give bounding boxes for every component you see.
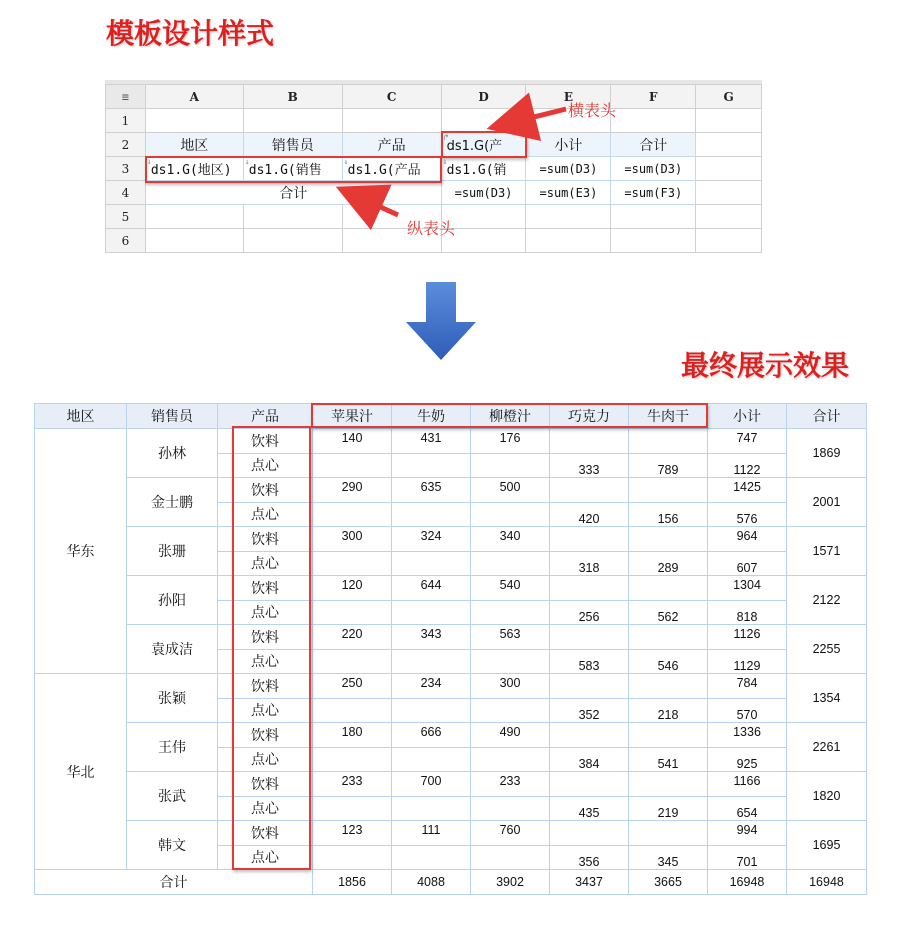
expand-down-icon: ↓ <box>146 157 152 166</box>
value-milk: 635 <box>392 478 471 503</box>
table-row <box>35 821 867 846</box>
value-beef-jerky: 541 <box>629 747 708 772</box>
value-beef-jerky <box>629 674 708 699</box>
value-beef-jerky: 345 <box>629 845 708 870</box>
cell-d4[interactable]: =sum(D3) <box>441 181 526 205</box>
value-milk: 666 <box>392 723 471 748</box>
value-orange-juice <box>471 600 550 625</box>
value-orange-juice <box>471 747 550 772</box>
value-chocolate <box>550 576 629 601</box>
table-row <box>35 576 867 601</box>
footer-apple-juice: 1856 <box>313 870 392 895</box>
table-row <box>35 429 867 454</box>
value-apple-juice <box>313 453 392 478</box>
product-cell: 点心 <box>218 453 313 478</box>
subtotal-cell: 747 <box>708 429 787 454</box>
value-orange-juice <box>471 796 550 821</box>
header-region: 地区 <box>35 404 127 429</box>
value-beef-jerky: 562 <box>629 600 708 625</box>
value-orange-juice: 176 <box>471 429 550 454</box>
value-beef-jerky <box>629 723 708 748</box>
subtotal-cell: 818 <box>708 600 787 625</box>
cell-c2[interactable]: 产品 <box>342 133 441 157</box>
value-orange-juice: 300 <box>471 674 550 699</box>
value-chocolate <box>550 772 629 797</box>
subtotal-cell: 1336 <box>708 723 787 748</box>
value-beef-jerky: 218 <box>629 698 708 723</box>
value-apple-juice: 120 <box>313 576 392 601</box>
cell-c3-text: ds1.G(产品 <box>347 163 421 178</box>
cell-b2[interactable]: 销售员 <box>243 133 342 157</box>
header-chocolate: 巧克力 <box>550 404 629 429</box>
product-cell: 饮料 <box>218 429 313 454</box>
seller-total-cell: 2001 <box>787 478 867 527</box>
value-apple-juice <box>313 796 392 821</box>
column-header-b[interactable]: B <box>243 85 342 109</box>
header-row <box>35 404 867 429</box>
value-orange-juice: 233 <box>471 772 550 797</box>
product-cell: 饮料 <box>218 772 313 797</box>
value-milk: 324 <box>392 527 471 552</box>
value-beef-jerky <box>629 527 708 552</box>
subtotal-cell: 1166 <box>708 772 787 797</box>
value-chocolate <box>550 625 629 650</box>
cell-e2[interactable]: 小计 <box>526 133 611 157</box>
seller-total-cell: 1820 <box>787 772 867 821</box>
product-cell: 点心 <box>218 747 313 772</box>
footer-label: 合计 <box>35 870 313 895</box>
value-milk: 431 <box>392 429 471 454</box>
subtotal-cell: 654 <box>708 796 787 821</box>
value-chocolate: 420 <box>550 502 629 527</box>
seller-total-cell: 2122 <box>787 576 867 625</box>
table-row <box>35 527 867 552</box>
table-row <box>35 478 867 503</box>
value-orange-juice: 540 <box>471 576 550 601</box>
column-header-c[interactable]: C <box>342 85 441 109</box>
cell-a4-merged[interactable]: 合计 <box>145 181 441 205</box>
seller-total-cell: 1869 <box>787 429 867 478</box>
table-row <box>35 625 867 650</box>
value-beef-jerky: 789 <box>629 453 708 478</box>
value-apple-juice: 290 <box>313 478 392 503</box>
value-orange-juice: 340 <box>471 527 550 552</box>
product-cell: 点心 <box>218 698 313 723</box>
value-milk: 700 <box>392 772 471 797</box>
column-header-g[interactable]: G <box>696 85 762 109</box>
value-chocolate: 256 <box>550 600 629 625</box>
footer-total-row <box>35 870 867 895</box>
value-chocolate: 318 <box>550 551 629 576</box>
footer-milk: 4088 <box>392 870 471 895</box>
value-beef-jerky <box>629 821 708 846</box>
footer-total: 16948 <box>787 870 867 895</box>
header-seller: 销售员 <box>127 404 218 429</box>
value-apple-juice <box>313 649 392 674</box>
value-apple-juice: 140 <box>313 429 392 454</box>
cell-e3[interactable]: =sum(D3) <box>526 157 611 181</box>
seller-total-cell: 2255 <box>787 625 867 674</box>
value-chocolate <box>550 723 629 748</box>
value-apple-juice: 300 <box>313 527 392 552</box>
value-milk <box>392 698 471 723</box>
arrow-down-icon <box>404 280 480 364</box>
cell-b3-text: ds1.G(销售 <box>248 163 322 178</box>
product-cell: 饮料 <box>218 576 313 601</box>
column-header-e[interactable]: E <box>526 85 611 109</box>
header-orange-juice: 柳橙汁 <box>471 404 550 429</box>
value-orange-juice <box>471 698 550 723</box>
product-cell: 饮料 <box>218 478 313 503</box>
header-beef-jerky: 牛肉干 <box>629 404 708 429</box>
value-beef-jerky: 156 <box>629 502 708 527</box>
seller-cell: 王伟 <box>127 723 218 772</box>
footer-subtotal: 16948 <box>708 870 787 895</box>
value-beef-jerky <box>629 576 708 601</box>
product-cell: 点心 <box>218 551 313 576</box>
cell-d2-text: ds1.G(产 <box>446 139 503 154</box>
value-chocolate: 435 <box>550 796 629 821</box>
seller-cell: 张珊 <box>127 527 218 576</box>
row-header-2[interactable]: 2 <box>106 133 146 157</box>
subtotal-cell: 994 <box>708 821 787 846</box>
template-design-title: 模板设计样式 <box>106 17 275 50</box>
value-apple-juice <box>313 502 392 527</box>
subtotal-cell: 1425 <box>708 478 787 503</box>
column-header-a[interactable]: A <box>145 85 243 109</box>
subtotal-cell: 925 <box>708 747 787 772</box>
value-milk: 343 <box>392 625 471 650</box>
subtotal-cell: 1122 <box>708 453 787 478</box>
row-header-6[interactable]: 6 <box>106 229 146 253</box>
product-cell: 饮料 <box>218 674 313 699</box>
value-chocolate: 356 <box>550 845 629 870</box>
value-chocolate <box>550 429 629 454</box>
seller-cell: 张武 <box>127 772 218 821</box>
value-apple-juice <box>313 698 392 723</box>
footer-orange-juice: 3902 <box>471 870 550 895</box>
subtotal-cell: 701 <box>708 845 787 870</box>
final-display-title: 最终展示效果 <box>681 349 850 382</box>
expand-down-icon: ↓ <box>442 157 448 166</box>
seller-cell: 孙林 <box>127 429 218 478</box>
value-apple-juice: 180 <box>313 723 392 748</box>
subtotal-cell: 964 <box>708 527 787 552</box>
value-chocolate: 333 <box>550 453 629 478</box>
cell-f3[interactable]: =sum(D3) <box>611 157 696 181</box>
seller-total-cell: 1354 <box>787 674 867 723</box>
arrow-to-vertical-header <box>354 195 398 215</box>
seller-cell: 韩文 <box>127 821 218 870</box>
vertical-header-label: 纵表头 <box>407 219 456 238</box>
value-apple-juice: 250 <box>313 674 392 699</box>
footer-chocolate: 3437 <box>550 870 629 895</box>
seller-cell: 张颖 <box>127 674 218 723</box>
value-apple-juice: 123 <box>313 821 392 846</box>
value-milk <box>392 600 471 625</box>
subtotal-cell: 784 <box>708 674 787 699</box>
value-orange-juice: 490 <box>471 723 550 748</box>
seller-total-cell: 2261 <box>787 723 867 772</box>
value-apple-juice: 233 <box>313 772 392 797</box>
value-apple-juice: 220 <box>313 625 392 650</box>
value-apple-juice <box>313 600 392 625</box>
value-chocolate <box>550 674 629 699</box>
seller-cell: 袁成洁 <box>127 625 218 674</box>
value-beef-jerky <box>629 772 708 797</box>
seller-total-cell: 1571 <box>787 527 867 576</box>
value-beef-jerky <box>629 478 708 503</box>
arrow-to-horizontal-header <box>506 109 566 124</box>
seller-total-cell: 1695 <box>787 821 867 870</box>
cell-a2[interactable]: 地区 <box>145 133 243 157</box>
column-header-d[interactable]: D <box>441 85 526 109</box>
product-cell: 饮料 <box>218 723 313 748</box>
value-milk: 234 <box>392 674 471 699</box>
product-cell: 饮料 <box>218 625 313 650</box>
value-orange-juice: 500 <box>471 478 550 503</box>
value-orange-juice <box>471 551 550 576</box>
header-total: 合计 <box>787 404 867 429</box>
value-orange-juice <box>471 845 550 870</box>
value-orange-juice: 563 <box>471 625 550 650</box>
seller-cell: 孙阳 <box>127 576 218 625</box>
expand-right-icon: ↱ <box>442 133 450 142</box>
value-milk <box>392 747 471 772</box>
subtotal-cell: 576 <box>708 502 787 527</box>
region-cell: 华东 <box>35 429 127 674</box>
value-beef-jerky: 219 <box>629 796 708 821</box>
expand-down-icon: ↓ <box>244 157 250 166</box>
value-milk <box>392 845 471 870</box>
value-milk: 111 <box>392 821 471 846</box>
expand-down-icon: ↓ <box>343 157 349 166</box>
cell-f2[interactable]: 合计 <box>611 133 696 157</box>
value-orange-juice <box>471 502 550 527</box>
row-header-1[interactable]: 1 <box>106 109 146 133</box>
row-header-3[interactable]: 3 <box>106 157 146 181</box>
subtotal-cell: 1129 <box>708 649 787 674</box>
table-row <box>35 723 867 748</box>
value-chocolate: 384 <box>550 747 629 772</box>
product-cell: 饮料 <box>218 821 313 846</box>
region-cell: 华北 <box>35 674 127 870</box>
menu-lines-icon[interactable]: ≡ <box>106 85 146 109</box>
subtotal-cell: 1304 <box>708 576 787 601</box>
header-product: 产品 <box>218 404 313 429</box>
seller-cell: 金士鹏 <box>127 478 218 527</box>
table-row <box>35 772 867 797</box>
value-chocolate: 352 <box>550 698 629 723</box>
row-header-5[interactable]: 5 <box>106 205 146 229</box>
horizontal-header-label: 横表头 <box>568 101 617 120</box>
product-cell: 点心 <box>218 796 313 821</box>
value-milk <box>392 649 471 674</box>
cell-d3-text: ds1.G(销 <box>446 163 507 178</box>
value-orange-juice <box>471 649 550 674</box>
header-subtotal: 小计 <box>708 404 787 429</box>
final-result-table <box>34 403 867 895</box>
product-cell: 饮料 <box>218 527 313 552</box>
value-milk <box>392 796 471 821</box>
product-cell: 点心 <box>218 649 313 674</box>
cell-e4[interactable]: =sum(E3) <box>526 181 611 205</box>
footer-beef-jerky: 3665 <box>629 870 708 895</box>
value-chocolate: 583 <box>550 649 629 674</box>
cell-f4[interactable]: =sum(F3) <box>611 181 696 205</box>
value-apple-juice <box>313 551 392 576</box>
value-apple-juice <box>313 845 392 870</box>
value-beef-jerky: 546 <box>629 649 708 674</box>
value-milk <box>392 502 471 527</box>
value-milk <box>392 551 471 576</box>
header-milk: 牛奶 <box>392 404 471 429</box>
value-milk <box>392 453 471 478</box>
product-cell: 点心 <box>218 502 313 527</box>
header-apple-juice: 苹果汁 <box>313 404 392 429</box>
value-chocolate <box>550 527 629 552</box>
row-header-4[interactable]: 4 <box>106 181 146 205</box>
column-header-f[interactable]: F <box>611 85 696 109</box>
value-beef-jerky <box>629 625 708 650</box>
subtotal-cell: 570 <box>708 698 787 723</box>
value-apple-juice <box>313 747 392 772</box>
table-row <box>35 674 867 699</box>
value-orange-juice: 760 <box>471 821 550 846</box>
value-beef-jerky <box>629 429 708 454</box>
cell-a3-text: ds1.G(地区) <box>150 163 232 178</box>
value-beef-jerky: 289 <box>629 551 708 576</box>
product-cell: 点心 <box>218 600 313 625</box>
product-cell: 点心 <box>218 845 313 870</box>
value-chocolate <box>550 821 629 846</box>
subtotal-cell: 1126 <box>708 625 787 650</box>
value-milk: 644 <box>392 576 471 601</box>
subtotal-cell: 607 <box>708 551 787 576</box>
value-orange-juice <box>471 453 550 478</box>
value-chocolate <box>550 478 629 503</box>
